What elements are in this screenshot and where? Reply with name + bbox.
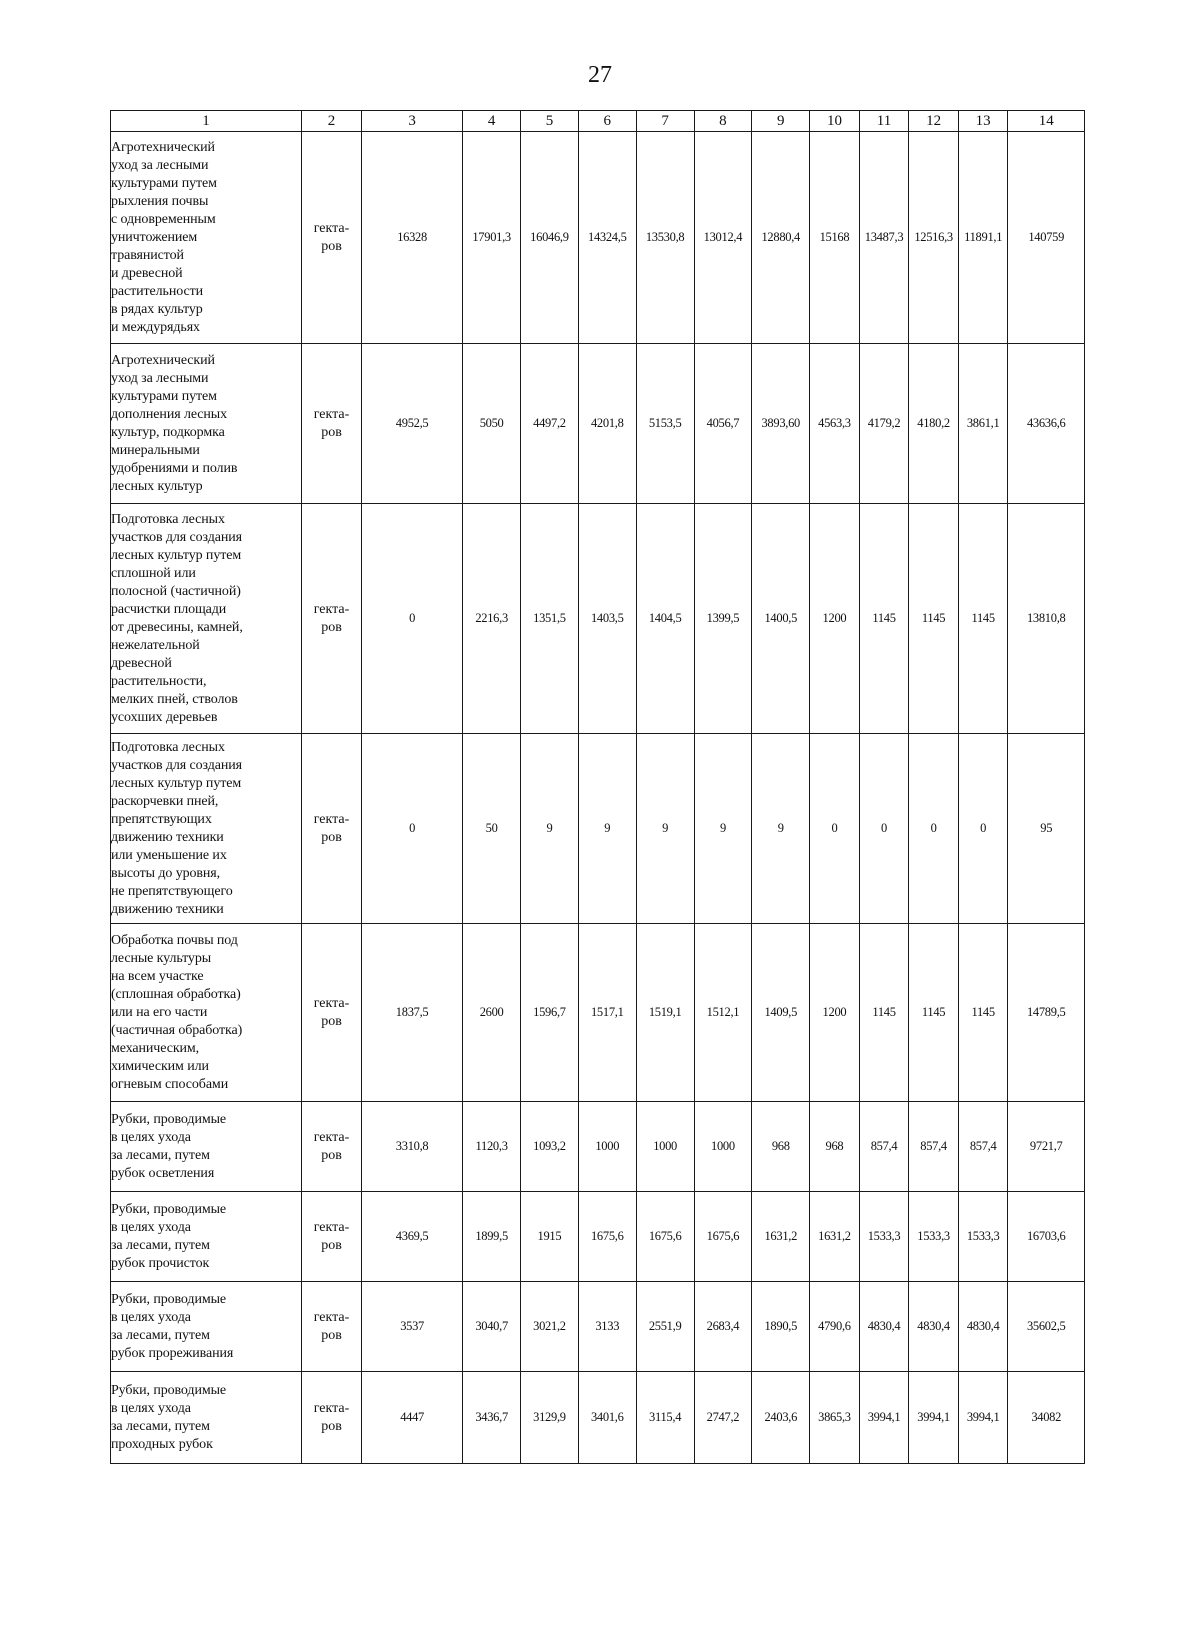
- value-cell: 4497,2: [521, 344, 579, 504]
- value-cell: 4952,5: [361, 344, 462, 504]
- value-cell: 3129,9: [521, 1372, 579, 1464]
- value-cell: 4790,6: [810, 1282, 860, 1372]
- value-cell: 140759: [1008, 132, 1085, 344]
- column-header: 7: [636, 111, 694, 132]
- value-cell: 14789,5: [1008, 924, 1085, 1102]
- value-cell: 2551,9: [636, 1282, 694, 1372]
- table-row: [111, 1192, 1085, 1282]
- table-body: [111, 132, 1085, 1464]
- table-row: [111, 1372, 1085, 1464]
- activity-description: Агротехнический уход за лесными культурами путем дополнения лесных культур, подкормка минеральными удобрениями и полив лесных культур: [111, 344, 302, 504]
- value-cell: 9: [752, 734, 810, 924]
- value-cell: 1000: [636, 1102, 694, 1192]
- value-cell: 1093,2: [521, 1102, 579, 1192]
- value-cell: 1145: [909, 504, 959, 734]
- table-row: [111, 1282, 1085, 1372]
- activity-description: Рубки, проводимые в целях ухода за лесами, путем проходных рубок: [111, 1372, 302, 1464]
- unit-cell: гекта- ров: [302, 132, 362, 344]
- value-cell: 4180,2: [909, 344, 959, 504]
- value-cell: 3893,60: [752, 344, 810, 504]
- value-cell: 9: [521, 734, 579, 924]
- value-cell: 1145: [909, 924, 959, 1102]
- value-cell: 857,4: [909, 1102, 959, 1192]
- value-cell: 3994,1: [859, 1372, 909, 1464]
- column-header: 11: [859, 111, 909, 132]
- value-cell: 1120,3: [463, 1102, 521, 1192]
- column-header: 2: [302, 111, 362, 132]
- value-cell: 16703,6: [1008, 1192, 1085, 1282]
- unit-cell: гекта- ров: [302, 344, 362, 504]
- value-cell: 0: [810, 734, 860, 924]
- value-cell: 1512,1: [694, 924, 752, 1102]
- value-cell: 4056,7: [694, 344, 752, 504]
- value-cell: 1404,5: [636, 504, 694, 734]
- value-cell: 1675,6: [636, 1192, 694, 1282]
- activity-description: Обработка почвы под лесные культуры на всем участке (сплошная обработка) или на его части (частичная обработка) механическим, химическим или огневым способами: [111, 924, 302, 1102]
- value-cell: 1399,5: [694, 504, 752, 734]
- value-cell: 2403,6: [752, 1372, 810, 1464]
- value-cell: 1533,3: [859, 1192, 909, 1282]
- value-cell: 16046,9: [521, 132, 579, 344]
- value-cell: 2747,2: [694, 1372, 752, 1464]
- value-cell: 1517,1: [578, 924, 636, 1102]
- value-cell: 1145: [958, 504, 1008, 734]
- value-cell: 5153,5: [636, 344, 694, 504]
- unit-cell: гекта- ров: [302, 924, 362, 1102]
- value-cell: 3994,1: [909, 1372, 959, 1464]
- value-cell: 4369,5: [361, 1192, 462, 1282]
- value-cell: 4830,4: [909, 1282, 959, 1372]
- column-header: 8: [694, 111, 752, 132]
- value-cell: 4563,3: [810, 344, 860, 504]
- value-cell: 15168: [810, 132, 860, 344]
- value-cell: 3021,2: [521, 1282, 579, 1372]
- activity-description: Рубки, проводимые в целях ухода за лесами, путем рубок осветления: [111, 1102, 302, 1192]
- table-row: [111, 504, 1085, 734]
- value-cell: 3861,1: [958, 344, 1008, 504]
- value-cell: 1351,5: [521, 504, 579, 734]
- value-cell: 857,4: [958, 1102, 1008, 1192]
- value-cell: 4830,4: [958, 1282, 1008, 1372]
- table-row: [111, 734, 1085, 924]
- value-cell: 0: [361, 504, 462, 734]
- value-cell: 1675,6: [578, 1192, 636, 1282]
- value-cell: 4179,2: [859, 344, 909, 504]
- value-cell: 50: [463, 734, 521, 924]
- value-cell: 1533,3: [909, 1192, 959, 1282]
- value-cell: 3436,7: [463, 1372, 521, 1464]
- table-row: [111, 1102, 1085, 1192]
- table-row: [111, 924, 1085, 1102]
- value-cell: 1400,5: [752, 504, 810, 734]
- column-header: 12: [909, 111, 959, 132]
- value-cell: 14324,5: [578, 132, 636, 344]
- value-cell: 1409,5: [752, 924, 810, 1102]
- value-cell: 1200: [810, 504, 860, 734]
- value-cell: 3401,6: [578, 1372, 636, 1464]
- value-cell: 1519,1: [636, 924, 694, 1102]
- value-cell: 4201,8: [578, 344, 636, 504]
- value-cell: 4447: [361, 1372, 462, 1464]
- value-cell: 1000: [694, 1102, 752, 1192]
- activity-description: Рубки, проводимые в целях ухода за лесами, путем рубок прореживания: [111, 1282, 302, 1372]
- value-cell: 16328: [361, 132, 462, 344]
- value-cell: 43636,6: [1008, 344, 1085, 504]
- value-cell: 3865,3: [810, 1372, 860, 1464]
- value-cell: 3133: [578, 1282, 636, 1372]
- value-cell: 1837,5: [361, 924, 462, 1102]
- value-cell: 17901,3: [463, 132, 521, 344]
- value-cell: 0: [361, 734, 462, 924]
- value-cell: 1533,3: [958, 1192, 1008, 1282]
- unit-cell: гекта- ров: [302, 1192, 362, 1282]
- value-cell: 1145: [859, 924, 909, 1102]
- column-header: 9: [752, 111, 810, 132]
- value-cell: 9: [694, 734, 752, 924]
- unit-cell: гекта- ров: [302, 504, 362, 734]
- column-header: 13: [958, 111, 1008, 132]
- forestry-activities-table: [110, 110, 1085, 1464]
- value-cell: 3040,7: [463, 1282, 521, 1372]
- value-cell: 857,4: [859, 1102, 909, 1192]
- value-cell: 35602,5: [1008, 1282, 1085, 1372]
- value-cell: 3994,1: [958, 1372, 1008, 1464]
- column-header: 4: [463, 111, 521, 132]
- value-cell: 13487,3: [859, 132, 909, 344]
- value-cell: 2600: [463, 924, 521, 1102]
- value-cell: 1899,5: [463, 1192, 521, 1282]
- value-cell: 2216,3: [463, 504, 521, 734]
- value-cell: 4830,4: [859, 1282, 909, 1372]
- value-cell: 1675,6: [694, 1192, 752, 1282]
- value-cell: 1915: [521, 1192, 579, 1282]
- value-cell: 34082: [1008, 1372, 1085, 1464]
- value-cell: 13810,8: [1008, 504, 1085, 734]
- table-row: [111, 132, 1085, 344]
- column-header: 6: [578, 111, 636, 132]
- page-number: 27: [588, 62, 612, 88]
- value-cell: 0: [859, 734, 909, 924]
- value-cell: 12880,4: [752, 132, 810, 344]
- unit-cell: гекта- ров: [302, 734, 362, 924]
- value-cell: 9721,7: [1008, 1102, 1085, 1192]
- column-header: 14: [1008, 111, 1085, 132]
- value-cell: 1631,2: [810, 1192, 860, 1282]
- unit-cell: гекта- ров: [302, 1372, 362, 1464]
- value-cell: 11891,1: [958, 132, 1008, 344]
- column-header: 3: [361, 111, 462, 132]
- value-cell: 9: [636, 734, 694, 924]
- activity-description: Подготовка лесных участков для создания лесных культур путем сплошной или полосной (частичной) расчистки площади от древесины, камней, нежелательной древесной растительности, мелких пней, стволов усохших деревьев: [111, 504, 302, 734]
- value-cell: 13012,4: [694, 132, 752, 344]
- value-cell: 2683,4: [694, 1282, 752, 1372]
- value-cell: 13530,8: [636, 132, 694, 344]
- value-cell: 1200: [810, 924, 860, 1102]
- activity-description: Агротехнический уход за лесными культурами путем рыхления почвы с одновременным уничтожением травянистой и древесной растительности в рядах культур и междурядьях: [111, 132, 302, 344]
- value-cell: 1145: [958, 924, 1008, 1102]
- value-cell: 3115,4: [636, 1372, 694, 1464]
- activity-description: Рубки, проводимые в целях ухода за лесами, путем рубок прочисток: [111, 1192, 302, 1282]
- column-header: 10: [810, 111, 860, 132]
- column-header: 5: [521, 111, 579, 132]
- value-cell: 0: [909, 734, 959, 924]
- value-cell: 1596,7: [521, 924, 579, 1102]
- value-cell: 1890,5: [752, 1282, 810, 1372]
- column-header: 1: [111, 111, 302, 132]
- value-cell: 1000: [578, 1102, 636, 1192]
- value-cell: 3310,8: [361, 1102, 462, 1192]
- header-row: [111, 111, 1085, 132]
- value-cell: 1403,5: [578, 504, 636, 734]
- value-cell: 1145: [859, 504, 909, 734]
- value-cell: 95: [1008, 734, 1085, 924]
- unit-cell: гекта- ров: [302, 1282, 362, 1372]
- activity-description: Подготовка лесных участков для создания лесных культур путем раскорчевки пней, препятствующих движению техники или уменьшение их высоты до уровня, не препятствующего движению техники: [111, 734, 302, 924]
- value-cell: 0: [958, 734, 1008, 924]
- value-cell: 1631,2: [752, 1192, 810, 1282]
- table-row: [111, 344, 1085, 504]
- value-cell: 9: [578, 734, 636, 924]
- unit-cell: гекта- ров: [302, 1102, 362, 1192]
- value-cell: 968: [752, 1102, 810, 1192]
- value-cell: 968: [810, 1102, 860, 1192]
- value-cell: 5050: [463, 344, 521, 504]
- value-cell: 3537: [361, 1282, 462, 1372]
- value-cell: 12516,3: [909, 132, 959, 344]
